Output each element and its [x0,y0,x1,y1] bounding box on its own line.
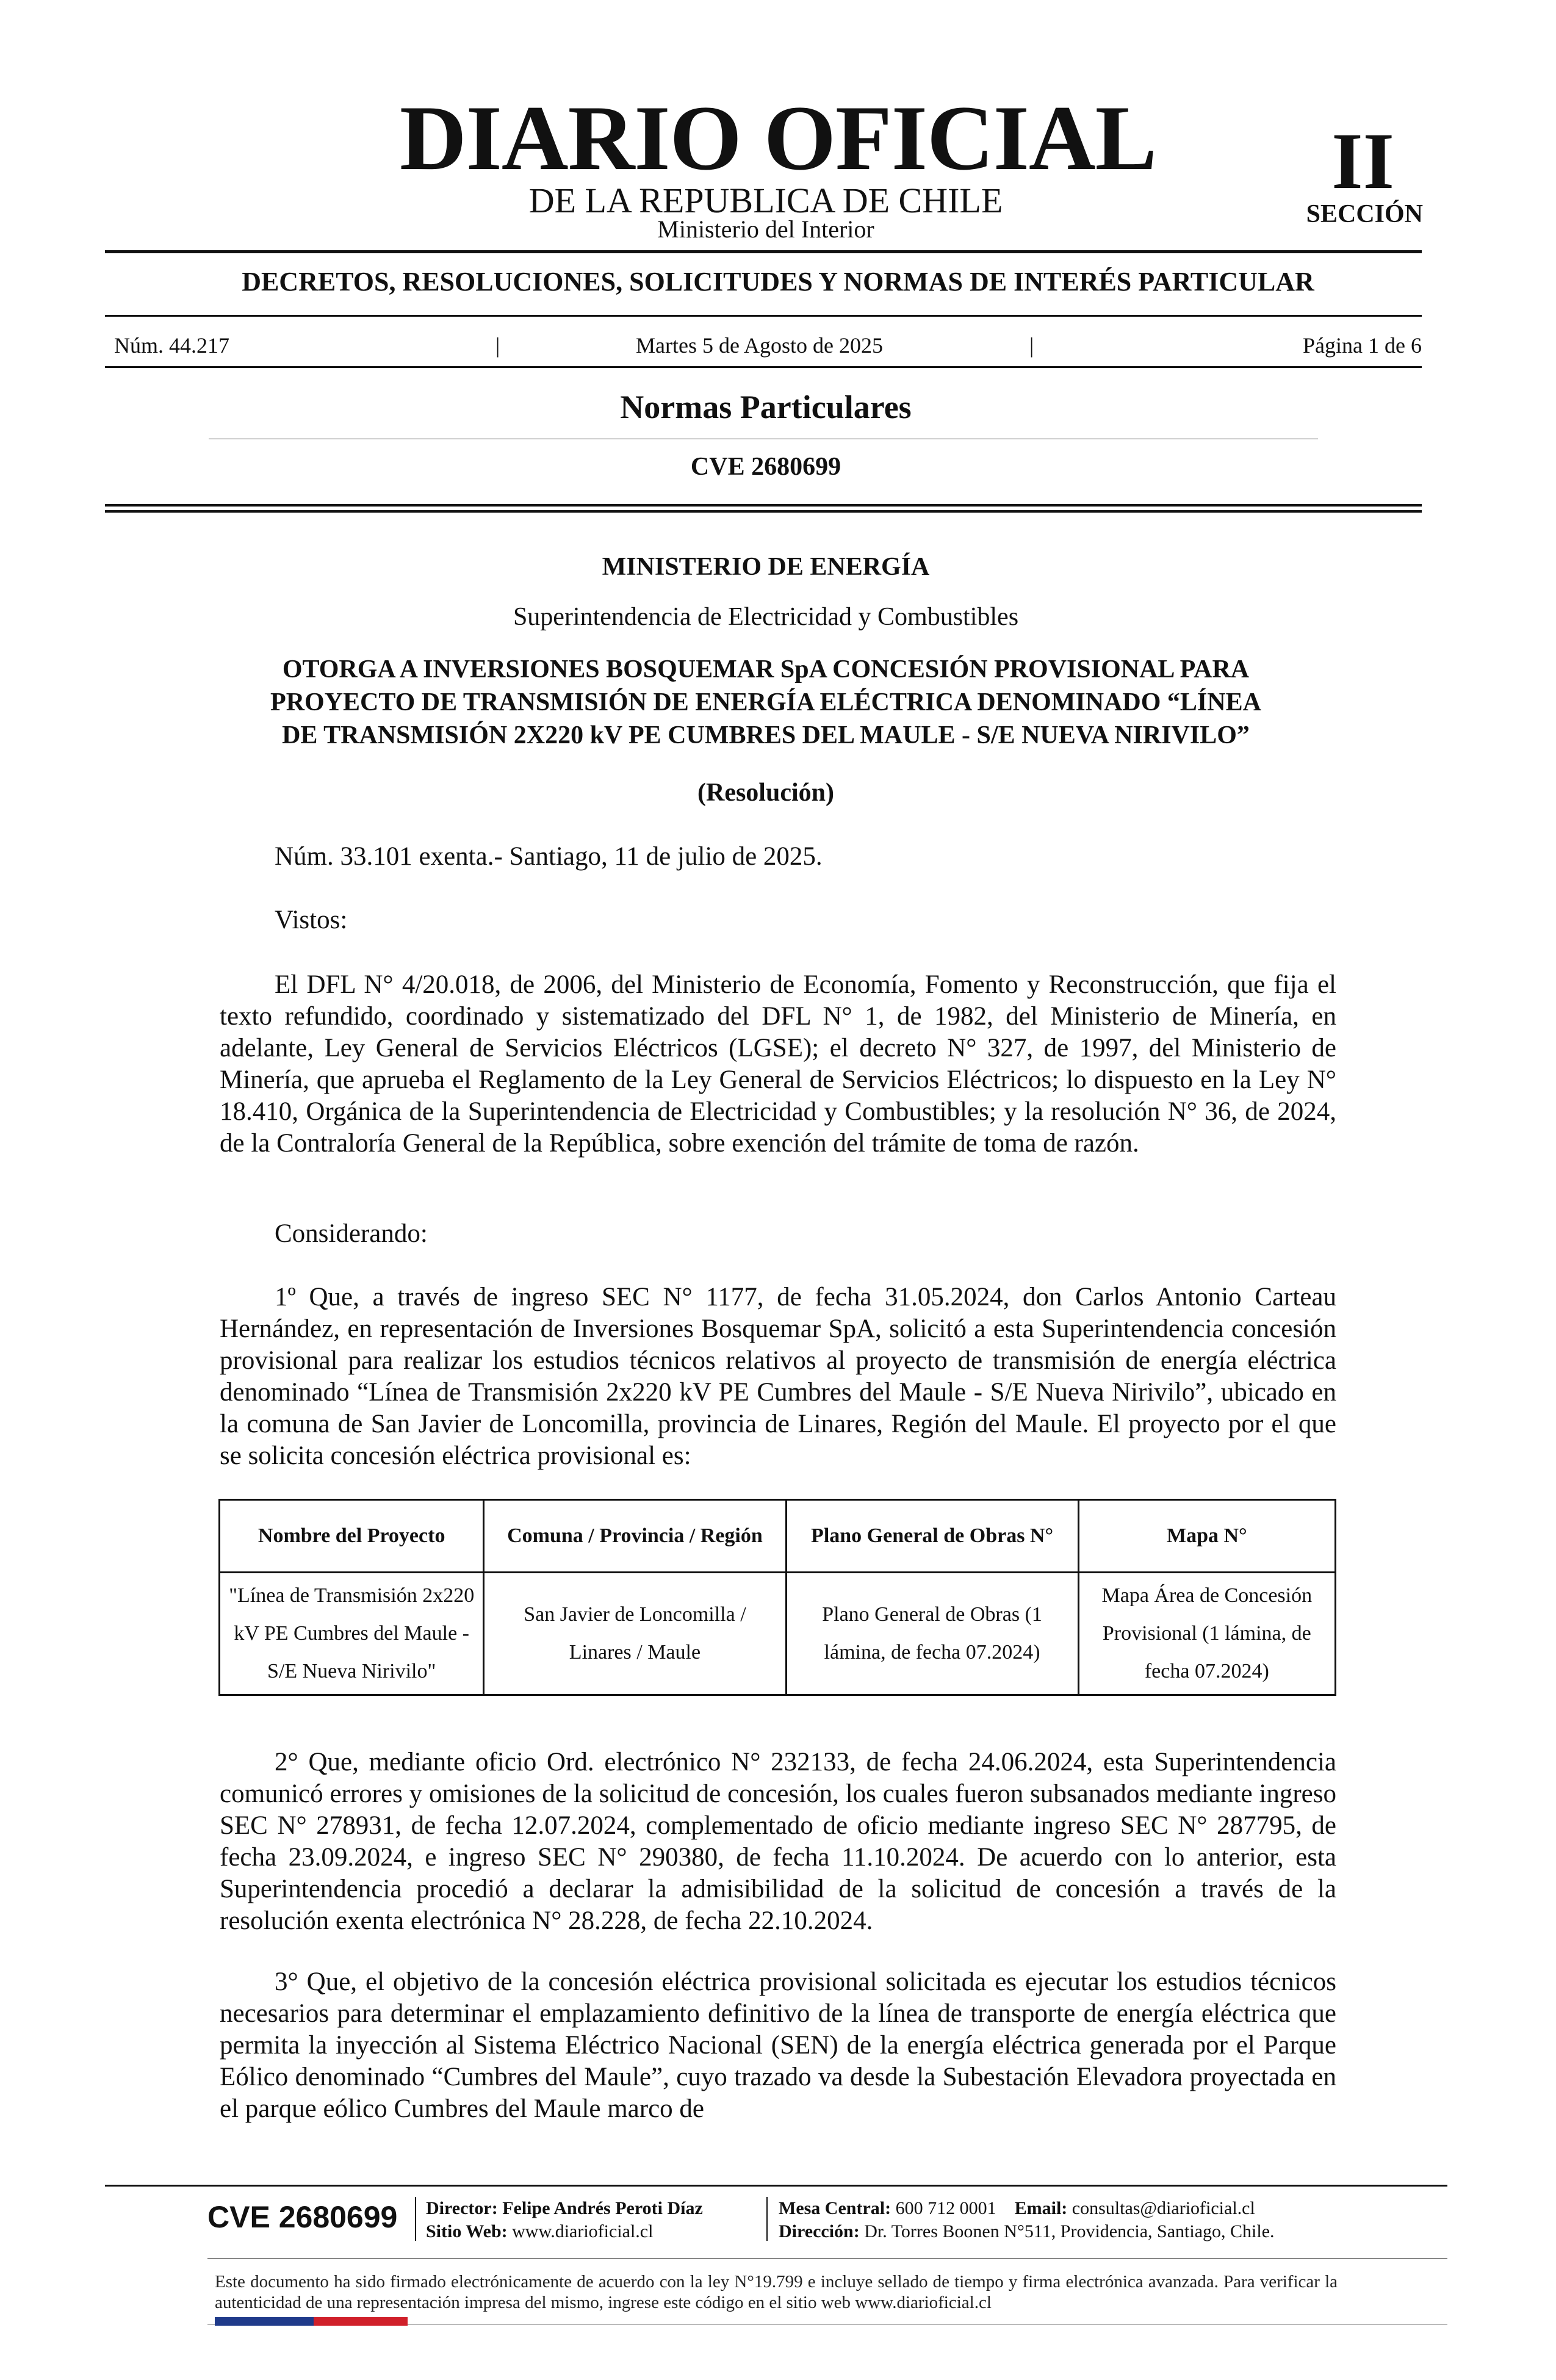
footer-email-link[interactable]: consultas@diarioficial.cl [1072,2198,1255,2218]
footer-website-link[interactable]: www.diarioficial.cl [512,2221,654,2241]
section-label: SECCIÓN [1306,200,1423,228]
footer-contact-block [779,2197,1275,2243]
resolution-number-line: Núm. 33.101 exenta.- Santiago, 11 de julio de 2025. [275,842,823,871]
footer-address-label: Dirección: [779,2221,860,2241]
table-header-cell: Comuna / Provincia / Región [484,1500,786,1573]
table-cell: San Javier de Loncomilla / Linares / Maule [484,1573,786,1695]
footer-cve: CVE 2680699 [207,2200,398,2234]
document-type: (Resolución) [697,779,834,807]
footer-address: Dr. Torres Boonen N°511, Providencia, Santiago, Chile. [864,2221,1275,2241]
masthead-ministry: Ministerio del Interior [657,215,874,243]
resolution-title-line: OTORGA A INVERSIONES BOSQUEMAR SpA CONCESIÓN PROVISIONAL PARA [282,655,1250,683]
double-rule-top [105,504,1422,507]
flag-stripe-red [314,2317,408,2326]
footer-divider [415,2197,416,2241]
issue-separator: | [1029,333,1034,358]
section-band: DECRETOS, RESOLUCIONES, SOLICITUDES Y NORMAS DE INTERÉS PARTICULAR [242,267,1314,297]
footer-mesa-phone: 600 712 0001 [895,2198,996,2218]
table-row [220,1573,1336,1695]
ministry-heading: MINISTERIO DE ENERGÍA [602,553,930,581]
vistos-label: Vistos: [275,906,348,934]
considerando-label: Considerando: [275,1219,428,1248]
header-rule-band [105,315,1422,317]
table-cell: Mapa Área de Concesión Provisional (1 lámina, de fecha 07.2024) [1078,1573,1335,1695]
issue-number: Núm. 44.217 [114,333,229,358]
section-numeral: II [1331,116,1394,206]
paragraph-1: 1º Que, a través de ingreso SEC N° 1177, de fecha 31.05.2024, don Carlos Antonio Carteau Hernández, en representación de Inversiones Bosquemar SpA, solicitó a esta Superintendencia concesión provisional para realizar los estudios técnicos relativos al proyecto de transmisión de energía eléctrica denominado “Línea de Transmisión 2x220 kV PE Cumbres del Maule - S/E Nueva Nirivilo”, ubicado en la comuna de San Javier de Loncomilla, provincia de Linares, Región del Maule. El proyecto por el que se solicita concesión eléctrica provisional es: [220,1283,1336,1470]
table-cell: Plano General de Obras (1 lámina, de fecha 07.2024) [786,1573,1078,1695]
heading-divider [209,438,1318,439]
table-header-cell: Nombre del Proyecto [220,1500,484,1573]
cve-heading: CVE 2680699 [690,453,841,481]
footer-director-label: Director: [426,2198,498,2218]
footer-director-block [426,2197,703,2243]
issue-date: Martes 5 de Agosto de 2025 [636,333,883,358]
resolution-title-line: DE TRANSMISIÓN 2X220 kV PE CUMBRES DEL MAULE - S/E NUEVA NIRIVILO” [282,721,1250,749]
section-heading: Normas Particulares [620,389,912,425]
paragraph-3: 3° Que, el objetivo de la concesión eléctrica provisional solicitada es ejecutar los estudios técnicos necesarios para determinar el emplazamiento definitivo de la línea de transporte de energía eléctrica que permita la inyección al Sistema Eléctrico Nacional (SEN) de la energía eléctrica generada por el Parque Eólico denominado “Cumbres del Maule”, cuyo trazado va desde la Subestación Elevadora proyectada en el parque eólico Cumbres del Maule marco de [220,1967,1336,2123]
paragraph-2: 2° Que, mediante oficio Ord. electrónico N° 232133, de fecha 24.06.2024, esta Superintendencia comunicó errores y omisiones de la solicitud de concesión, los cuales fueron subsanados mediante ingreso SEC N° 278931, de fecha 12.07.2024, complementado de oficio mediante ingreso SEC N° 287795, de fecha 23.09.2024, e ingreso SEC N° 290380, de fecha 11.10.2024. De acuerdo con lo anterior, esta Superintendencia procedió a declarar la admisibilidad de la solicitud de concesión a través de la resolución exenta electrónica N° 28.228, de fecha 22.10.2024. [220,1748,1336,1935]
table-header-row [220,1500,1336,1573]
footer-divider-rule [207,2258,1447,2259]
footer-divider [766,2197,768,2241]
project-table [218,1499,1336,1696]
issue-row [114,334,1422,359]
footer-web-label: Sitio Web: [426,2221,508,2241]
vistos-paragraph: El DFL N° 4/20.018, de 2006, del Ministerio de Economía, Fomento y Reconstrucción, que fija el texto refundido, coordinado y sistematizado del DFL N° 1, de 1982, del Ministerio de Minería, en adelante, Ley General de Servicios Eléctricos (LGSE); el decreto N° 327, de 1997, del Ministerio de Minería, que aprueba el Reglamento de la Ley General de Servicios Eléctricos; lo dispuesto en la Ley N° 18.410, Orgánica de la Superintendencia de Electricidad y Combustibles; y la resolución N° 36, de 2024, de la Contraloría General de la República, sobre exención del trámite de toma de razón. [220,970,1336,1158]
footer-director: Felipe Andrés Peroti Díaz [502,2198,703,2218]
agency-heading: Superintendencia de Electricidad y Combustibles [513,603,1019,631]
footer-rule [105,2185,1447,2187]
footer-email-label: Email: [1014,2198,1068,2218]
masthead-title: DIARIO OFICIAL [399,87,1157,189]
table-header-cell: Mapa N° [1078,1500,1335,1573]
resolution-title-line: PROYECTO DE TRANSMISIÓN DE ENERGÍA ELÉCTRICA DENOMINADO “LÍNEA [270,688,1261,716]
double-rule-bottom [105,510,1422,513]
table-cell: "Línea de Transmisión 2x220 kV PE Cumbres del Maule - S/E Nueva Nirivilo" [220,1573,484,1695]
footer-mesa-label: Mesa Central: [779,2198,891,2218]
table-header-cell: Plano General de Obras N° [786,1500,1078,1573]
flag-stripe-blue [215,2317,314,2326]
masthead-subtitle: DE LA REPUBLICA DE CHILE [528,181,1003,220]
resolution-title [0,653,1532,752]
header-rule-top [105,250,1422,253]
page-info: Página 1 de 6 [1303,333,1422,358]
issue-separator: | [495,333,500,358]
footer-signature-note: Este documento ha sido firmado electrónicamente de acuerdo con la ley N°19.799 e incluye sellado de tiempo y firma electrónica avanzada. Para verificar la autenticidad de una representación impresa del mismo, ingrese este código en el sitio web www.diarioficial.cl [215,2272,1338,2312]
header-rule-issue [105,366,1422,368]
